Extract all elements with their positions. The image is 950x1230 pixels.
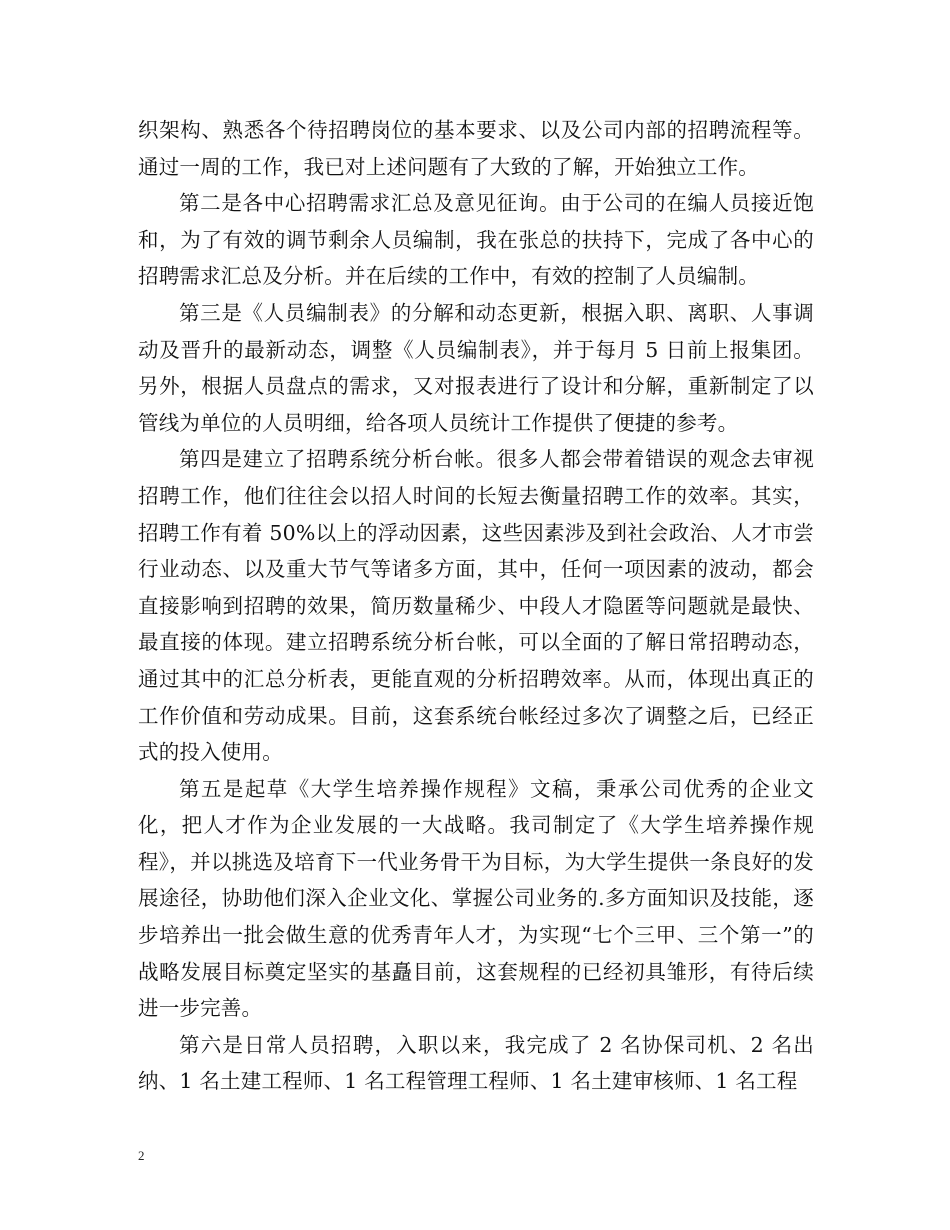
document-body xyxy=(138,112,814,1100)
paragraph-5: 第五是起草《大学生培养操作规程》文稿，秉承公司优秀的企业文化，把人才作为企业发展的一大战略。我司制定了《大学生培养操作规程》，并以挑选及培育下一代业务骨干为目标，为大学生提供一条良好的发展途径，协助他们深入企业文化、掌握公司业务的.多方面知识及技能，逐步培养出一批会做生意的优秀青年人才，为实现“七个三甲、三个第一”的战略发展目标奠定坚实的基矗目前，这套规程的已经初具雏形，有待后续进一步完善。 xyxy=(138,776,814,1021)
paragraph-4: 第四是建立了招聘系统分析台帐。很多人都会带着错误的观念去审视招聘工作，他们往往会以招人时间的长短去衡量招聘工作的效率。其实，招聘工作有着 50%以上的浮动因素，这些因素涉及到社会政治、人才市尝行业动态、以及重大节气等诸多方面，其中，任何一项因素的波动，都会直接影响到招聘的效果，简历数量稀少、中段人才隐匿等问题就是最快、最直接的体现。建立招聘系统分析台帐，可以全面的了解日常招聘动态，通过其中的汇总分析表，更能直观的分析招聘效率。从而，体现出真正的工作价值和劳动成果。目前，这套系统台帐经过多次了调整之后，已经正式的投入使用。 xyxy=(138,447,814,765)
paragraph-3: 第三是《人员编制表》的分解和动态更新，根据入职、离职、人事调动及晋升的最新动态，调整《人员编制表》，并于每月 5 日前上报集团。另外，根据人员盘点的需求，又对报表进行了设计和分解，重新制定了以管线为单位的人员明细，给各项人员统计工作提供了便捷的参考。 xyxy=(138,300,814,435)
paragraph-2: 第二是各中心招聘需求汇总及意见征询。由于公司的在编人员接近饱和，为了有效的调节剩余人员编制，我在张总的扶持下，完成了各中心的招聘需求汇总及分析。并在后续的工作中，有效的控制了人员编制。 xyxy=(138,191,814,289)
paragraph-1: 织架构、熟悉各个待招聘岗位的基本要求、以及公司内部的招聘流程等。通过一周的工作，我已对上述问题有了大致的了解，开始独立工作。 xyxy=(138,118,814,179)
paragraph-6: 第六是日常人员招聘，入职以来，我完成了 2 名协保司机、2 名出纳、1 名土建工程师、1 名工程管理工程师、1 名土建审核师、1 名工程 xyxy=(138,1032,814,1094)
page-number: 2 xyxy=(138,1148,145,1163)
